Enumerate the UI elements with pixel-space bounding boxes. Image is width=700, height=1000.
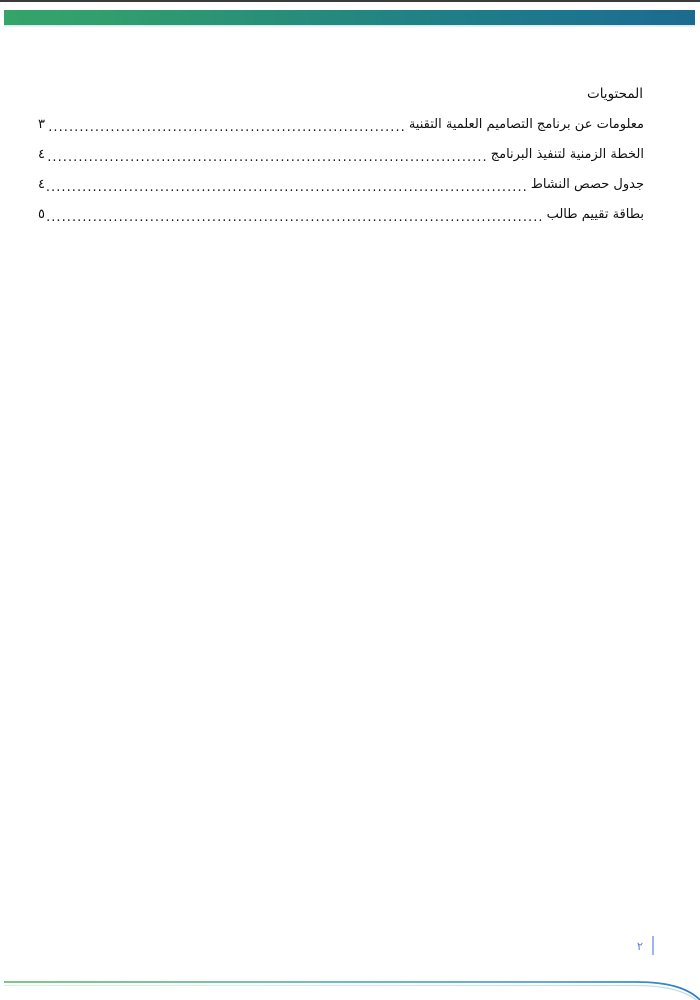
footer-decorative-curve	[0, 955, 700, 1000]
page-number-value: ٢	[636, 938, 643, 953]
header-gradient-band	[4, 10, 695, 25]
toc-entry-page-number: ٤	[38, 147, 45, 162]
toc-entry[interactable]	[38, 115, 644, 135]
table-of-contents	[38, 84, 644, 235]
toc-entry-label: الخطة الزمنية لتنفيذ البرنامج	[490, 147, 644, 162]
toc-entry-label: معلومات عن برنامج التصاميم العلمية التقنية	[408, 117, 644, 132]
toc-leader-dots	[46, 178, 528, 195]
toc-leader-dots	[46, 208, 544, 225]
toc-title: المحتويات	[586, 86, 643, 102]
toc-entry-label: بطاقة تقييم طالب	[546, 207, 644, 222]
page-number-group	[637, 936, 654, 955]
page-number-divider-rule	[652, 936, 654, 955]
toc-entry-list	[38, 115, 644, 225]
toc-leader-dots	[46, 148, 488, 165]
toc-entry-page-number: ٥	[38, 207, 45, 222]
toc-entry-page-number: ٤	[38, 177, 45, 192]
toc-entry-page-number: ٣	[38, 117, 45, 132]
toc-entry-label: جدول حصص النشاط	[530, 177, 644, 192]
toc-entry[interactable]	[38, 145, 644, 165]
page-top-edge-rule	[0, 0, 700, 2]
toc-leader-dots	[46, 118, 406, 135]
header-band-shadow	[4, 25, 695, 28]
toc-entry[interactable]	[38, 175, 644, 195]
toc-entry[interactable]	[38, 205, 644, 225]
